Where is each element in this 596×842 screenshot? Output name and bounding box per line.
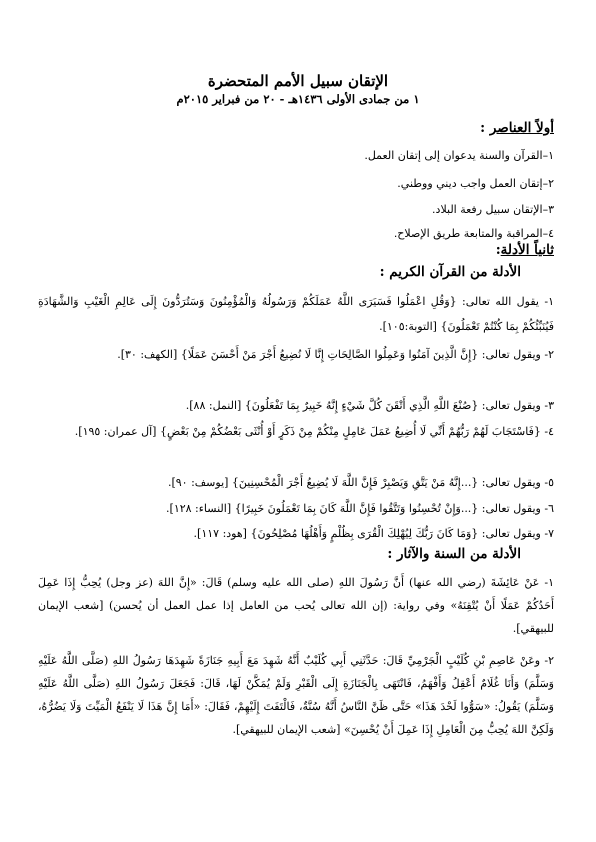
list-item: ٢–إتقان العمل واجب ديني ووطني.	[397, 177, 554, 190]
page-title: الإتقان سبيل الأمم المتحضرة	[207, 72, 389, 90]
quran-verse: ٣- ويقول تعالى: {صُنْعَ اللَّهِ الَّذِي أَتْقَنَ كُلَّ شَيْءٍ إِنَّهُ خَبِيرٌ بِمَا تَفْعَلُونَ} [النمل: ٨٨].	[185, 399, 554, 412]
section2-heading	[496, 241, 554, 259]
quran-verse: ٥- ويقول تعالى: {...إِنَّهُ مَنْ يَتَّقِ وَيَصْبِرْ فَإِنَّ اللَّهَ لَا يُضِيعُ أَجْرَ الْمُحْسِنِينَ} [يوسف: ٩٠].	[167, 476, 554, 489]
list-item: ٣–الإتقان سبيل رفعة البلاد.	[432, 203, 554, 216]
hadith-paragraph: ١- عَنْ عَائِشَةَ (رضي الله عنها) أَنَّ رَسُولَ اللهِ (صلى الله عليه وسلم) قَالَ: «إِنَّ اللهَ (عز وجل) يُحِبُّ إِذَا عَمِلَ أَحَدُكُمْ عَمَلًا أَنْ يُتْقِنَهُ» وفي رواية: (إن الله تعالى يُحب من العامل إذا عمل العمل أن يُحسن) [شعب الإيمان للبيهقي].	[38, 576, 554, 635]
hadith-paragraph: ٢- وعَنْ عَاصِمِ بْنِ كُلَيْبٍ الْجَرْمِيِّ قَالَ: حَدَّثَنِي أَبِي كُلَيْبٌ أَنَّهُ شَهِدَ مَعَ أَبِيهِ جَنَازَةً شَهِدَهَا رَسُولُ اللهِ (صَلَّى اللَّهُ عَلَيْهِ وَسَلَّمَ) وَأَنَا غُلَامٌ أَعْقِلُ وَأَفْهَمُ، فَانْتَهَى بِالْجَنَازَةِ إِلَى الْقَبْرِ وَلَمْ يُمَكَّنْ لَهَا، قَالَ: فَجَعَلَ رَسُولُ اللهِ (صَلَّى اللَّهُ عَلَيْهِ وَسَلَّمَ) يَقُولُ: «سَوُّوا لَحْدَ هَذَا» حَتَّى ظَنَّ النَّاسُ أَنَّهُ سُنَّةٌ، فَالْتَفَتَ إِلَيْهِمْ، فَقَالَ: «أَمَا إِنَّ هَذَا لَا يَنْفَعُ الْمَيِّتَ وَلَا يَضُرُّهُ، وَلَكِنَّ اللهَ يُحِبُّ مِنَ الْعَامِلِ إِذَا عَمِلَ أَنْ يُحْسِنَ» [شعب الإيمان للبيهقي].	[38, 654, 554, 736]
section2-heading-colon: :	[495, 242, 501, 258]
quran-evidence-heading: الأدلة من القرآن الكريم :	[379, 264, 521, 280]
quran-verse: ٦- ويقول تعالى: {...وَإِنْ تُحْسِنُوا وَتَتَّقُوا فَإِنَّ اللَّهَ كَانَ بِمَا تَعْمَلُونَ خَبِيرًا} [النساء: ١٢٨].	[166, 502, 554, 515]
list-item: ٤–المراقبة والمتابعة طريق الإصلاح.	[393, 227, 554, 240]
sunnah-evidence-heading: الأدلة من السنة والآثار :	[387, 546, 521, 562]
section2-heading-text: ثانياً الأدلة	[500, 242, 554, 258]
section1-heading-text: أولاً العناصر	[489, 120, 554, 136]
quran-verse: ٢- ويقول تعالى: {إِنَّ الَّذِينَ آمَنُوا وَعَمِلُوا الصَّالِحَاتِ إِنَّا لَا نُضِيعُ أَجْرَ مَنْ أَحْسَنَ عَمَلًا} [الكهف: ٣٠].	[117, 348, 554, 361]
quran-verse: ١- يقول الله تعالى: {وَقُلِ اعْمَلُوا فَسَيَرَى اللَّهُ عَمَلَكُمْ وَرَسُولُهُ وَالْمُؤْمِنُونَ وَسَتُرَدُّونَ إِلَى عَالِمِ الْغَيْبِ وَالشَّهَادَةِ فَيُنَبِّئُكُمْ بِمَا كُنْتُمْ تَعْمَلُونَ} [التوبة:١٠٥].	[38, 295, 554, 333]
quran-verse: ٧- ويقول تعالى: {وَمَا كَانَ رَبُّكَ لِيُهْلِكَ الْقُرَى بِظُلْمٍ وَأَهْلُهَا مُصْلِحُونَ} [هود: ١١٧].	[193, 527, 554, 540]
list-item: ١–القرآن والسنة يدعوان إلى إتقان العمل.	[364, 149, 554, 162]
quran-verse: ٤- {فَاسْتَجَابَ لَهُمْ رَبُّهُمْ أَنِّي لَا أُضِيعُ عَمَلَ عَامِلٍ مِنْكُمْ مِنْ ذَكَرٍ أَوْ أُنْثَى بَعْضُكُمْ مِنْ بَعْضٍ} [آل عمران: ١٩٥].	[74, 425, 554, 438]
page-date: ١ من جمادى الأولى ١٤٣٦هـ - ٢٠ من فبراير ٢٠١٥م	[176, 92, 420, 106]
section1-heading-colon: :	[480, 120, 490, 136]
section1-heading	[480, 119, 554, 137]
